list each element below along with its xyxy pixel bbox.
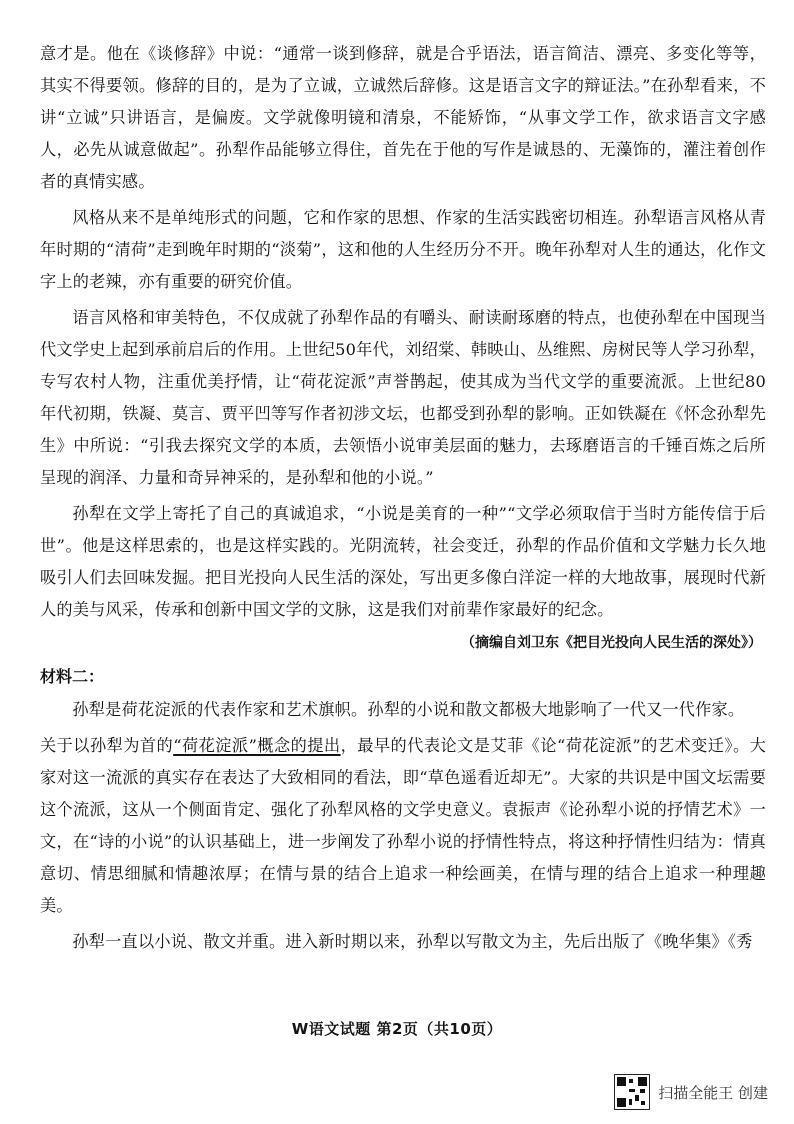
source-citation: （摘编自刘卫东《把目光投向人民生活的深处》） bbox=[461, 635, 762, 651]
paragraph-text-before: 关于以孙犁为首的 bbox=[40, 736, 174, 755]
body-paragraph: 孙犁在文学上寄托了自己的真诚追求，“小说是美育的一种”“文学必须取信于当时方能传信于后世”。他是这样思索的，也是这样实践的。光阴流转，社会变迁，孙犁的作品价值和文学魅力长久地吸引人们去回味发掘。把目光投向人民生活的深处，写出更多像白洋淀一样的大地故事，展现时代新人的美与风采，传承和创新中国文学的文脉，这是我们对前辈作家最好的纪念。 bbox=[40, 504, 766, 619]
body-paragraph: 语言风格和审美特色，不仅成就了孙犁作品的有嚼头、耐读耐琢磨的特点，也使孙犁在中国现当代文学史上起到承前启后的作用。上世纪50年代，刘绍棠、韩映山、丛维熙、房树民等人学习孙犁，专写农村人物，注重优美抒情，让“荷花淀派”声誉鹊起，使其成为当代文学的重要流派。上世纪80年代初期，铁凝、莫言、贾平凹等写作者初涉文坛，也都受到孙犁的影响。正如铁凝在《怀念孙犁先生》中所说：“引我去探究文学的本质，去领悟小说审美层面的魅力，去琢磨语言的千锤百炼之后所呈现的润泽、力量和奇异神采的，是孙犁和他的小说。” bbox=[40, 308, 766, 487]
body-paragraph: 孙犁一直以小说、散文并重。进入新时期以来，孙犁以写散文为主，先后出版了《晚华集》《秀 bbox=[72, 932, 753, 951]
page-footer: W语文试题 第2页（共10页） bbox=[291, 1020, 503, 1038]
body-paragraph: 风格从来不是单纯形式的问题，它和作家的思想、作家的生活实践密切相连。孙犁语言风格从青年时期的“清荷”走到晚年时期的“淡菊”，这和他的人生经历分不开。晚年孙犁对人生的通达，化作文字上的老辣，亦有重要的研究价值。 bbox=[40, 208, 766, 291]
qr-code-icon bbox=[614, 1074, 650, 1110]
paragraph-text-after: ，最早的代表论文是艾菲《论“荷花淀派”的艺术变迁》。大家对这一流派的真实存在表达了大致相同的看法，即“草色遥看近却无”。大家的共识是中国文坛需要这个流派，这从一个侧面肯定、强化了孙犁风格的文学史意义。袁振声《论孙犁小说的抒情艺术》一文，在“诗的小说”的认识基础上，进一步阐发了孙犁小说的抒情性特点，将这种抒情性归结为：情真意切、情思细腻和情趣浓厚；在情与景的结合上追求一种绘画美，在情与理的结合上追求一种理趣美。 bbox=[40, 736, 766, 915]
watermark-label: 扫描全能王 创建 bbox=[658, 1083, 768, 1102]
scanner-watermark bbox=[614, 1074, 768, 1110]
section-heading: 材料二： bbox=[40, 667, 105, 686]
body-paragraph: 孙犁是荷花淀派的代表作家和艺术旗帜。孙犁的小说和散文都极大地影响了一代又一代作家。 bbox=[72, 700, 745, 719]
document-page bbox=[40, 38, 766, 962]
body-paragraph-underlined bbox=[40, 730, 766, 922]
handwritten-underline-text: “荷花淀派”概念的提出 bbox=[173, 736, 341, 755]
body-paragraph: 意才是。他在《谈修辞》中说：“通常一谈到修辞，就是合乎语法，语言简洁、漂亮、多变化等等，其实不得要领。修辞的目的，是为了立诚，立诚然后辞修。这是语言文字的辩证法。”在孙犁看来，不讲“立诚”只讲语言，是偏废。文学就像明镜和清泉，不能矫饰，“从事文学工作，欲求语言文字感人，必先从诚意做起”。孙犁作品能够立得住，首先在于他的写作是诚恳的、无藻饰的，灌注着创作者的真情实感。 bbox=[40, 44, 766, 191]
